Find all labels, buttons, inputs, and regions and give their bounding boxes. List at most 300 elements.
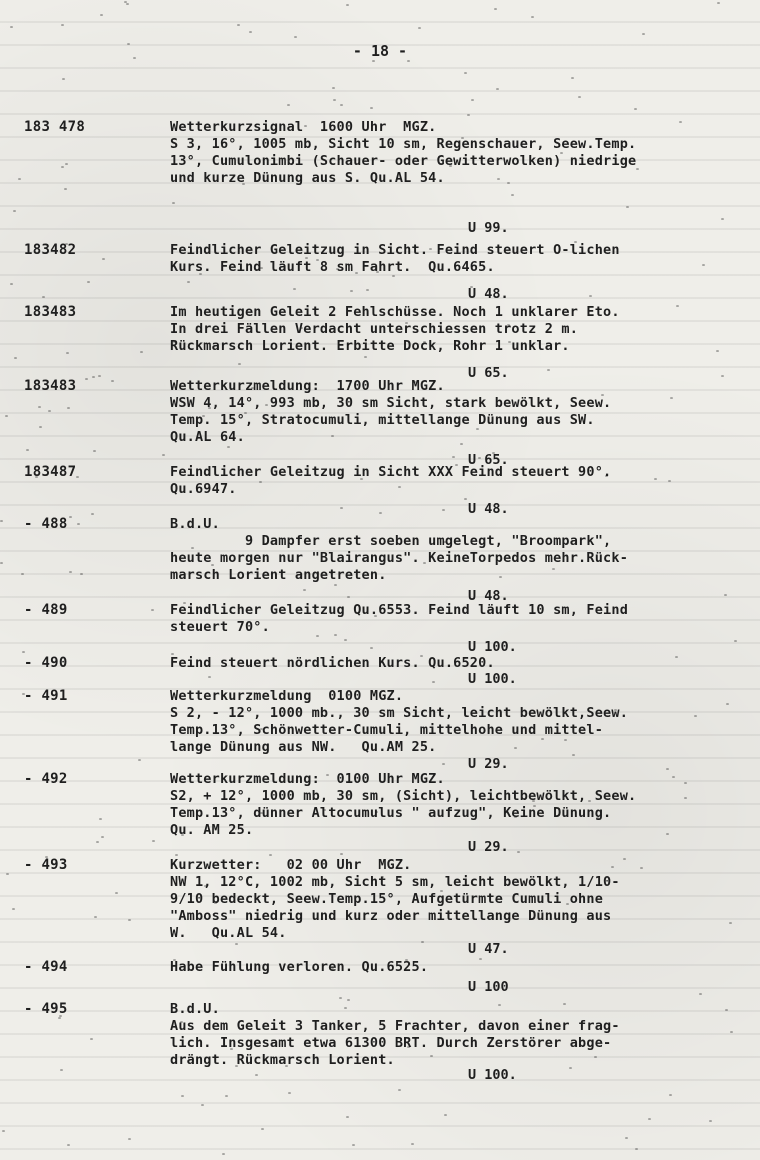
entry-number: 183483 — [24, 304, 77, 320]
paper-speck — [449, 165, 452, 167]
paper-speck — [69, 571, 72, 573]
paper-speck — [601, 394, 604, 396]
entry-number: 183487 — [24, 464, 77, 480]
paper-speck — [238, 363, 241, 365]
paper-speck — [293, 288, 296, 290]
paper-speck — [127, 43, 130, 45]
paper-speck — [10, 26, 13, 28]
paper-speck — [514, 816, 517, 818]
paper-speck — [0, 520, 3, 522]
paper-speck — [514, 747, 517, 749]
paper-speck — [98, 375, 101, 377]
paper-speck — [340, 507, 343, 509]
paper-speck — [398, 1089, 401, 1091]
entry-line: heute morgen nur "Blairangus". KeineTorpedos mehr.Rück- — [170, 550, 629, 566]
entry-line: Feindlicher Geleitzug in Sicht. Feind steuert O-lichen — [170, 242, 620, 258]
paper-speck — [684, 782, 687, 784]
paper-speck — [442, 763, 445, 765]
entry-signature: U 100 — [468, 979, 509, 995]
entry-line: Feindlicher Geleitzug Qu.6553. Feind läuft 10 sm, Feind — [170, 602, 629, 618]
entry-line: marsch Lorient angetreten. — [170, 567, 387, 583]
paper-speck — [440, 890, 443, 892]
entry-number: - 493 — [24, 857, 68, 873]
paper-speck — [227, 446, 230, 448]
paper-speck — [22, 693, 25, 695]
paper-speck — [333, 99, 336, 101]
paper-speck — [374, 615, 377, 617]
paper-speck — [669, 1094, 672, 1096]
paper-speck — [261, 1128, 264, 1130]
paper-speck — [172, 202, 175, 204]
paper-speck — [418, 27, 421, 29]
entry-line: steuert 70°. — [170, 619, 270, 635]
paper-speck — [460, 443, 463, 445]
paper-speck — [202, 415, 205, 417]
paper-speck — [668, 480, 671, 482]
paper-speck — [91, 513, 94, 515]
paper-speck — [269, 854, 272, 856]
paper-speck — [444, 1114, 447, 1116]
entry-text — [170, 304, 745, 355]
paper-speck — [423, 562, 426, 564]
paper-speck — [479, 958, 482, 960]
entry-text — [170, 378, 745, 446]
paper-speck — [94, 916, 97, 918]
paper-speck — [541, 738, 544, 740]
paper-speck — [355, 272, 358, 274]
paper-speck — [65, 243, 68, 245]
paper-speck — [370, 107, 373, 109]
paper-speck — [260, 728, 263, 730]
paper-speck — [398, 486, 401, 488]
paper-speck — [625, 1137, 628, 1139]
entry-line: B.d.U. — [170, 1001, 220, 1017]
paper-speck — [65, 163, 68, 165]
paper-speck — [574, 241, 577, 243]
entry-line: W. Qu.AL 54. — [170, 925, 287, 941]
paper-speck — [265, 404, 268, 406]
entry-signature: U 99. — [468, 220, 509, 236]
paper-speck — [423, 341, 426, 343]
entry-signature: U 100. — [468, 1067, 517, 1083]
paper-speck — [716, 350, 719, 352]
entry-line: Habe Fühlung verloren. Qu.6525. — [170, 959, 429, 975]
paper-speck — [445, 474, 448, 476]
entry-line: S2, + 12°, 1000 mb, 30 sm, (Sicht), leichtbewölkt, Seew. — [170, 788, 637, 804]
paper-speck — [14, 357, 17, 359]
paper-speck — [222, 1153, 225, 1155]
paper-speck — [294, 36, 297, 38]
entry-number: 183 478 — [24, 119, 86, 135]
paper-speck — [60, 1069, 63, 1071]
paper-speck — [102, 258, 105, 260]
paper-speck — [507, 182, 510, 184]
paper-speck — [346, 1116, 349, 1118]
paper-speck — [729, 922, 732, 924]
paper-speck — [560, 152, 563, 154]
entry-line: Rückmarsch Lorient. Erbitte Dock, Rohr 1 unklar. — [170, 338, 570, 354]
paper-speck — [552, 568, 555, 570]
paper-speck — [181, 1095, 184, 1097]
paper-speck — [101, 836, 104, 838]
paper-speck — [38, 406, 41, 408]
entry-number: - 491 — [24, 688, 68, 704]
paper-speck — [152, 840, 155, 842]
paper-speck — [340, 853, 343, 855]
entry-line: Aus dem Geleit 3 Tanker, 5 Frachter, davon einer frag- — [170, 1018, 620, 1034]
entry-line: Temp.13°, dünner Altocumulus " aufzug", Keine Dünung. — [170, 805, 612, 821]
paper-speck — [734, 640, 737, 642]
entry-line: In drei Fällen Verdacht unterschiessen trotz 2 m. — [170, 321, 579, 337]
paper-speck — [596, 817, 599, 819]
paper-speck — [171, 653, 174, 655]
entry-number: 183482 — [24, 242, 77, 258]
paper-speck — [260, 812, 263, 814]
paper-speck — [201, 1104, 204, 1106]
paper-speck — [634, 108, 637, 110]
paper-speck — [381, 876, 384, 878]
paper-speck — [596, 157, 599, 159]
paper-speck — [76, 476, 79, 478]
paper-speck — [640, 867, 643, 869]
entry-line: 13°, Cumulonimbi (Schauer- oder Gewitterwolken) niedrige — [170, 153, 637, 169]
entry-line: und kurze Dünung aus S. Qu.AL 54. — [170, 170, 445, 186]
paper-speck — [5, 415, 8, 417]
paper-speck — [85, 378, 88, 380]
entry-line: 9 Dampfer erst soeben umgelegt, "Broompark", — [170, 533, 612, 549]
paper-speck — [470, 286, 473, 288]
entry-text — [170, 242, 745, 276]
paper-speck — [289, 913, 292, 915]
paper-speck — [22, 651, 25, 653]
entry-line: S 2, - 12°, 1000 mb., 30 sm Sicht, leicht bewölkt,Seew. — [170, 705, 629, 721]
paper-speck — [26, 449, 29, 451]
entry-line: NW 1, 12°C, 1002 mb, Sicht 5 sm, leicht bewölkt, 1/10- — [170, 874, 620, 890]
paper-speck — [675, 656, 678, 658]
paper-speck — [566, 903, 569, 905]
paper-speck — [461, 137, 464, 139]
paper-speck — [0, 562, 3, 564]
paper-speck — [211, 564, 214, 566]
paper-speck — [717, 2, 720, 4]
entry-text — [170, 1001, 745, 1069]
paper-speck — [366, 289, 369, 291]
paper-speck — [249, 31, 252, 33]
paper-speck — [455, 464, 458, 466]
paper-speck — [725, 1009, 728, 1011]
entry-signature: U 48. — [468, 588, 509, 604]
paper-speck — [2, 1130, 5, 1132]
entry-signature: U 100. — [468, 639, 517, 655]
entry-line: Kurs. Feind läuft 8 sm Fahrt. Qu.6465. — [170, 259, 495, 275]
paper-speck — [588, 800, 591, 802]
paper-speck — [442, 509, 445, 511]
paper-speck — [589, 295, 592, 297]
paper-speck — [96, 841, 99, 843]
paper-speck — [392, 275, 395, 277]
paper-speck — [684, 797, 687, 799]
paper-speck — [726, 703, 729, 705]
entry-line: Wetterkurzmeldung: 1700 Uhr MGZ. — [170, 378, 445, 394]
entry-line: WSW 4, 14°, 993 mb, 30 sm Sicht, stark bewölkt, Seew. — [170, 395, 612, 411]
paper-speck — [69, 516, 72, 518]
paper-speck — [452, 456, 455, 458]
entry-line: Kurzwetter: 02 00 Uhr MGZ. — [170, 857, 412, 873]
paper-speck — [18, 178, 21, 180]
paper-speck — [10, 283, 13, 285]
entry-number: - 489 — [24, 602, 68, 618]
paper-speck — [464, 498, 467, 500]
entry-number: - 490 — [24, 655, 68, 671]
paper-speck — [235, 943, 238, 945]
paper-speck — [326, 774, 329, 776]
paper-speck — [432, 681, 435, 683]
paper-speck — [498, 1004, 501, 1006]
paper-speck — [99, 818, 102, 820]
paper-speck — [128, 1138, 131, 1140]
paper-speck — [679, 121, 682, 123]
paper-speck — [191, 547, 194, 549]
paper-speck — [654, 478, 657, 480]
entry-signature: U 29. — [468, 756, 509, 772]
paper-speck — [138, 759, 141, 761]
entry-line: Wetterkurzmeldung 0100 MGZ. — [170, 688, 404, 704]
paper-speck — [626, 206, 629, 208]
paper-speck — [204, 885, 207, 887]
entry-line: Im heutigen Geleit 2 Fehlschüsse. Noch 1 unklarer Eto. — [170, 304, 620, 320]
paper-speck — [443, 541, 446, 543]
entry-number: 183483 — [24, 378, 77, 394]
paper-speck — [13, 210, 16, 212]
paper-speck — [133, 57, 136, 59]
paper-speck — [499, 576, 502, 578]
paper-speck — [635, 1148, 638, 1150]
paper-speck — [61, 166, 64, 168]
entry-line: Wetterkurzmeldung: 0100 Uhr MGZ. — [170, 771, 445, 787]
paper-speck — [421, 941, 424, 943]
paper-speck — [352, 1144, 355, 1146]
paper-speck — [347, 596, 350, 598]
paper-speck — [183, 602, 186, 604]
paper-speck — [467, 114, 470, 116]
paper-speck — [181, 834, 184, 836]
paper-speck — [347, 999, 350, 1001]
paper-speck — [242, 183, 245, 185]
entry-text — [170, 688, 745, 756]
paper-speck — [340, 104, 343, 106]
paper-speck — [199, 273, 202, 275]
entry-line: lange Dünung aus NW. Qu.AM 25. — [170, 739, 437, 755]
paper-speck — [339, 997, 342, 999]
entry-text — [170, 857, 745, 942]
paper-speck — [151, 609, 154, 611]
entry-line: Temp.13°, Schönwetter-Cumuli, mittelhohe und mittel- — [170, 722, 604, 738]
entry-line: B.d.U. — [170, 516, 220, 532]
paper-speck — [605, 475, 608, 477]
entry-line: 9/10 bedeckt, Seew.Temp.15°, Aufgetürmte Cumuli ohne — [170, 891, 604, 907]
paper-speck — [724, 594, 727, 596]
entry-signature: U 47. — [468, 941, 509, 957]
paper-speck — [721, 218, 724, 220]
entry-signature: U 48. — [468, 286, 509, 302]
paper-speck — [323, 809, 326, 811]
paper-speck — [255, 1074, 258, 1076]
paper-speck — [260, 267, 263, 269]
entry-text — [170, 602, 745, 636]
paper-speck — [208, 676, 211, 678]
paper-speck — [300, 327, 303, 329]
paper-speck — [563, 1003, 566, 1005]
paper-speck — [533, 805, 536, 807]
entry-text — [170, 119, 745, 187]
paper-speck — [364, 356, 367, 358]
page-number: - 18 - — [352, 42, 408, 60]
entry-line: Qu. AM 25. — [170, 822, 254, 838]
paper-speck — [694, 715, 697, 717]
paper-speck — [336, 268, 339, 270]
paper-speck — [287, 104, 290, 106]
entry-signature: U 29. — [468, 839, 509, 855]
paper-speck — [77, 523, 80, 525]
paper-speck — [648, 1118, 651, 1120]
paper-speck — [464, 72, 467, 74]
paper-speck — [58, 1017, 61, 1019]
paper-speck — [721, 375, 724, 377]
paper-speck — [67, 407, 70, 409]
paper-speck — [344, 639, 347, 641]
paper-speck — [316, 635, 319, 637]
entry-line: "Amboss" niedrig und kurz oder mittellange Dünung aus — [170, 908, 612, 924]
paper-speck — [12, 908, 15, 910]
entry-line: Temp. 15°, Stratocumuli, mittellange Dünung aus SW. — [170, 412, 595, 428]
paper-speck — [476, 428, 479, 430]
paper-speck — [115, 892, 118, 894]
paper-speck — [594, 1056, 597, 1058]
paper-speck — [334, 584, 337, 586]
entry-line: Qu.6947. — [170, 481, 237, 497]
paper-speck — [636, 168, 639, 170]
paper-speck — [471, 99, 474, 101]
paper-speck — [699, 993, 702, 995]
paper-speck — [304, 125, 307, 127]
paper-speck — [676, 305, 679, 307]
paper-speck — [259, 481, 262, 483]
entry-signature: U 65. — [468, 452, 509, 468]
paper-speck — [405, 959, 408, 961]
paper-speck — [237, 24, 240, 26]
paper-speck — [225, 1095, 228, 1097]
paper-speck — [80, 573, 83, 575]
paper-speck — [21, 573, 24, 575]
paper-speck — [230, 1048, 233, 1050]
paper-speck — [702, 264, 705, 266]
paper-speck — [429, 248, 432, 250]
paper-speck — [90, 1038, 93, 1040]
paper-speck — [180, 1021, 183, 1023]
entry-line: lich. Insgesamt etwa 61300 BRT. Durch Zerstörer abge- — [170, 1035, 612, 1051]
paper-speck — [531, 16, 534, 18]
paper-speck — [623, 858, 626, 860]
paper-speck — [330, 572, 333, 574]
paper-speck — [413, 381, 416, 383]
paper-speck — [214, 902, 217, 904]
paper-speck — [303, 589, 306, 591]
entry-number: - 492 — [24, 771, 68, 787]
paper-speck — [709, 1120, 712, 1122]
entry-text — [170, 516, 745, 584]
paper-speck — [175, 854, 178, 856]
paper-speck — [642, 33, 645, 35]
entry-line: S 3, 16°, 1005 mb, Sicht 10 sm, Regenschauer, Seew.Temp. — [170, 136, 637, 152]
paper-speck — [571, 77, 574, 79]
paper-speck — [730, 1031, 733, 1033]
paper-speck — [332, 87, 335, 89]
paper-speck — [564, 739, 567, 741]
paper-speck — [100, 14, 103, 16]
entry-line: Qu.AL 64. — [170, 429, 245, 445]
paper-speck — [128, 919, 131, 921]
paper-speck — [48, 410, 51, 412]
entry-number: - 488 — [24, 516, 68, 532]
paper-speck — [285, 1065, 288, 1067]
paper-speck — [45, 856, 48, 858]
paper-speck — [517, 851, 520, 853]
paper-speck — [497, 178, 500, 180]
paper-speck — [572, 754, 575, 756]
paper-speck — [407, 1046, 410, 1048]
paper-speck — [173, 959, 176, 961]
paper-speck — [420, 655, 423, 657]
paper-speck — [411, 1143, 414, 1145]
paper-speck — [379, 512, 382, 514]
paper-speck — [6, 873, 9, 875]
entry-signature: U 100. — [468, 671, 517, 687]
paper-speck — [349, 180, 352, 182]
paper-speck — [370, 647, 373, 649]
paper-speck — [666, 833, 669, 835]
paper-speck — [511, 194, 514, 196]
paper-speck — [508, 341, 511, 343]
paper-speck — [430, 1055, 433, 1057]
paper-speck — [344, 1007, 347, 1009]
paper-speck — [42, 296, 45, 298]
paper-speck — [126, 3, 129, 5]
paper-speck — [87, 281, 90, 283]
paper-speck — [67, 1144, 70, 1146]
paper-speck — [235, 1065, 238, 1067]
entry-text — [170, 959, 745, 976]
paper-speck — [360, 478, 363, 480]
entry-signature: U 48. — [468, 501, 509, 517]
paper-speck — [547, 369, 550, 371]
paper-speck — [61, 24, 64, 26]
paper-speck — [331, 435, 334, 437]
paper-speck — [614, 709, 617, 711]
paper-speck — [666, 768, 669, 770]
paper-speck — [140, 351, 143, 353]
entry-number: - 494 — [24, 959, 68, 975]
paper-speck — [372, 60, 375, 62]
entry-line: drängt. Rückmarsch Lorient. — [170, 1052, 395, 1068]
paper-speck — [39, 426, 42, 428]
paper-speck — [162, 454, 165, 456]
paper-speck — [494, 8, 497, 10]
paper-speck — [478, 457, 481, 459]
paper-speck — [405, 322, 408, 324]
paper-speck — [62, 78, 65, 80]
paper-speck — [375, 811, 378, 813]
paper-speck — [398, 608, 401, 610]
